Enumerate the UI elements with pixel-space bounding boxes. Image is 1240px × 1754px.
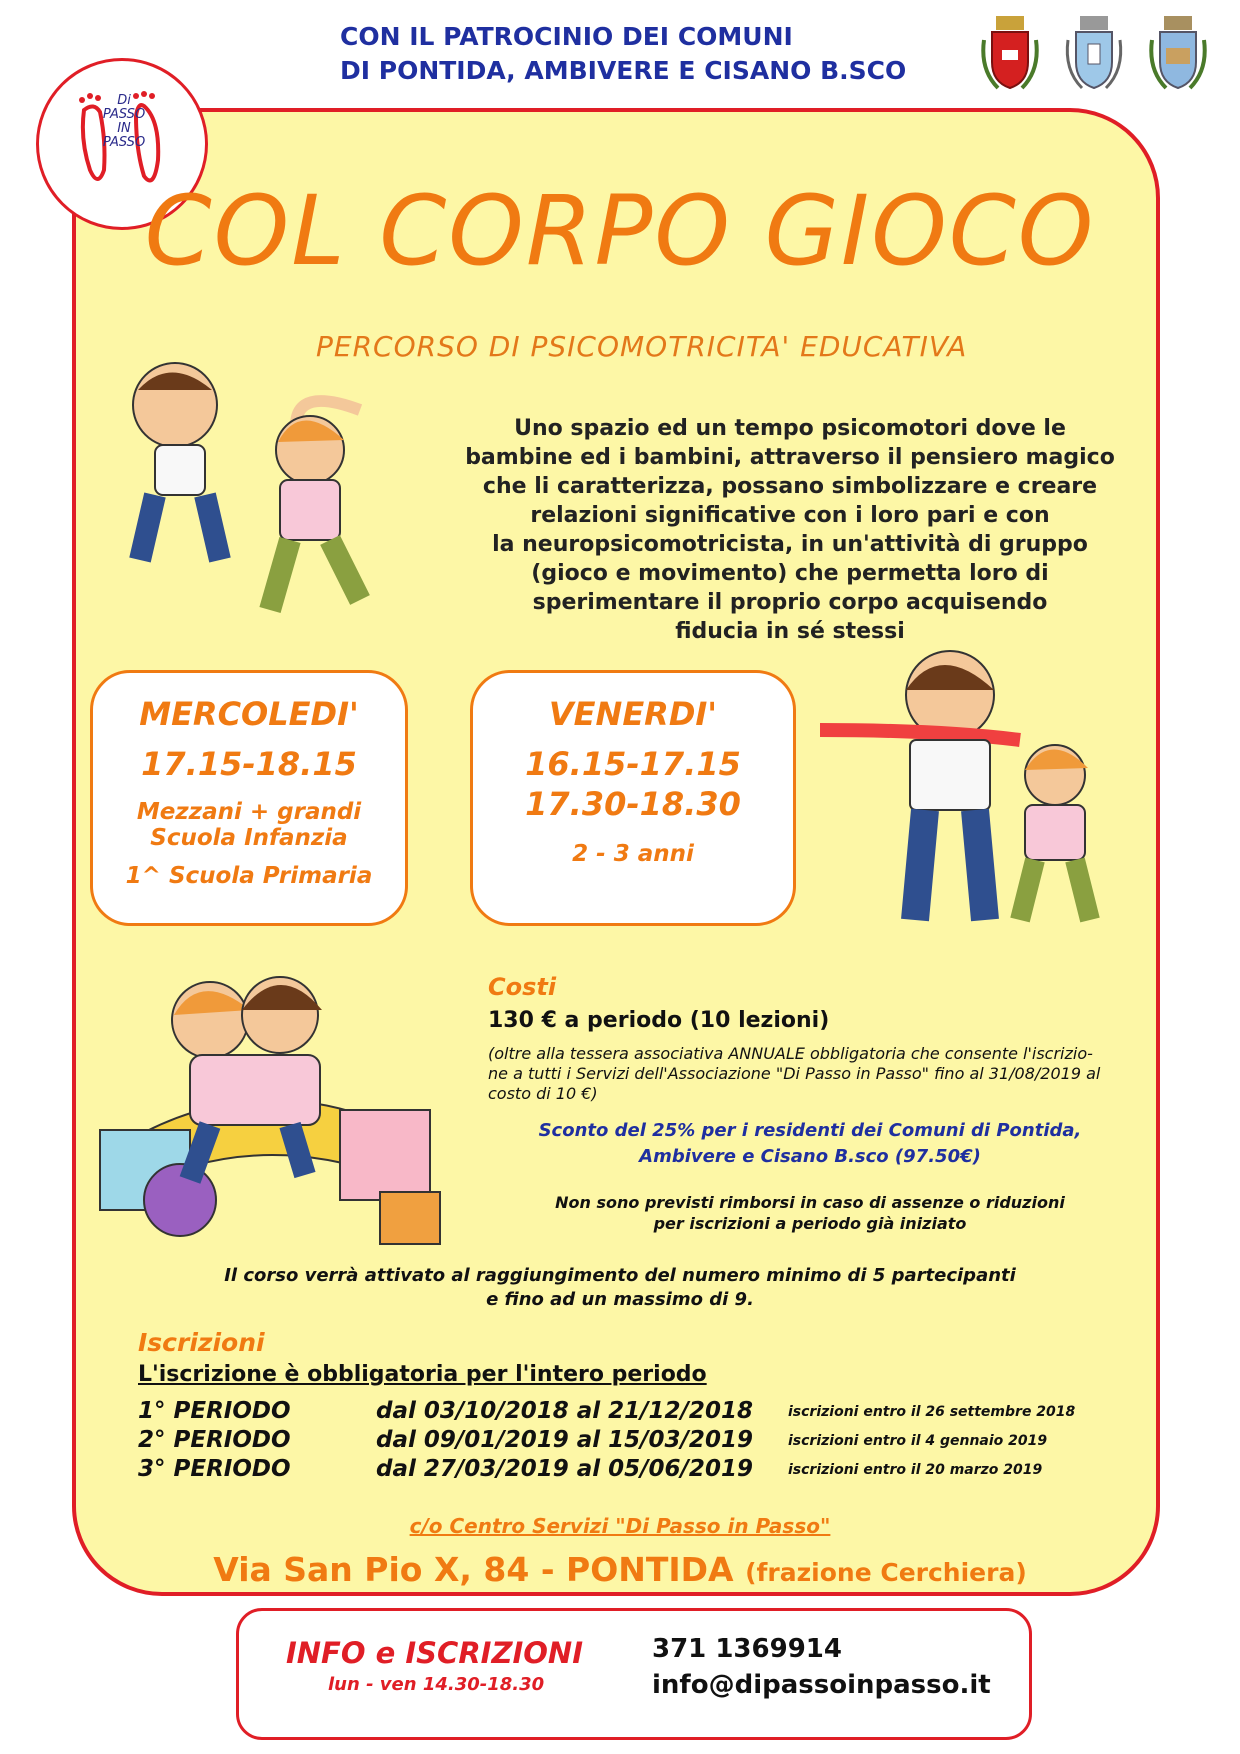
wednesday-group-2: Scuola Infanzia	[150, 825, 348, 851]
refund-note: Non sono previsti rimborsi in caso di assenze o riduzioni per iscrizioni a periodo già iniziato	[555, 1193, 1065, 1233]
phone-number: 371 1369914	[652, 1634, 842, 1664]
period-row	[138, 1427, 1138, 1457]
period-dates: dal 03/10/2018 al 21/12/2018	[376, 1398, 753, 1424]
patronage-line-1: CON IL PATROCINIO DEI COMUNI	[340, 22, 793, 51]
address	[80, 1550, 1160, 1589]
period-row	[138, 1456, 1138, 1486]
period-name: 1° PERIODO	[138, 1398, 291, 1424]
children-playing-illustration	[90, 960, 460, 1250]
boy-girl-illustration	[820, 640, 1150, 940]
friday-time-1: 16.15-17.15	[525, 745, 741, 783]
period-dates: dal 27/03/2019 al 05/06/2019	[376, 1456, 753, 1482]
cisano-crest-icon	[1146, 10, 1210, 94]
course-activation-note: Il corso verrà attivato al raggiungimento del numero minimo di 5 partecipanti e fino ad un massimo di 9.	[224, 1265, 1016, 1310]
info-hours: lun - ven 14.30-18.30	[328, 1674, 545, 1695]
period-deadline: iscrizioni entro il 4 gennaio 2019	[788, 1433, 1048, 1449]
description: Uno spazio ed un tempo psicomotori dove le bambine ed i bambini, attraverso il pensiero magico che li caratterizza, possano simbolizzare e creare relazioni significative con i loro pari e con la neuropsicomotricista, in un'attività di gruppo (gioco e movimento) che permetta loro di sperimentare il proprio corpo acquisendo fiducia in sé stessi	[465, 416, 1115, 644]
period-name: 2° PERIODO	[138, 1427, 291, 1453]
discount-text: Sconto del 25% per i residenti dei Comuni di Pontida, Ambivere e Cisano B.sco (97.50€)	[538, 1120, 1082, 1167]
wednesday-day: MERCOLEDI'	[139, 695, 359, 733]
address-street: Via San Pio X, 84 - PONTIDA	[213, 1550, 734, 1589]
wednesday-group-3: 1^ Scuola Primaria	[125, 863, 373, 889]
friday-day: VENERDI'	[548, 695, 718, 733]
period-name: 3° PERIODO	[138, 1456, 291, 1482]
period-deadline: iscrizioni entro il 26 settembre 2018	[788, 1404, 1076, 1420]
enrollment-heading: Iscrizioni	[138, 1328, 265, 1357]
info-title: INFO e ISCRIZIONI	[286, 1636, 583, 1670]
friday-time-2: 17.30-18.30	[525, 785, 741, 823]
wednesday-group-1: Mezzani + grandi	[136, 799, 362, 825]
email-address: info@dipassoinpasso.it	[652, 1670, 991, 1700]
period-deadline: iscrizioni entro il 20 marzo 2019	[788, 1462, 1043, 1478]
page-subtitle: PERCORSO DI PSICOMOTRICITA' EDUCATIVA	[316, 330, 968, 363]
costs-price: 130 € a periodo (10 lezioni)	[488, 1008, 830, 1033]
pontida-crest-icon	[978, 10, 1042, 94]
address-fraction: (frazione Cerchiera)	[745, 1558, 1027, 1587]
patronage-line-2: DI PONTIDA, AMBIVERE E CISANO B.SCO	[340, 56, 907, 85]
page-title: COL CORPO GIOCO	[144, 175, 1096, 287]
wednesday-time: 17.15-18.15	[141, 745, 357, 783]
costs-heading: Costi	[488, 973, 557, 1001]
costs-note: (oltre alla tessera associativa ANNUALE obbligatoria che consente l'iscrizio- ne a tutti i Servizi dell'Associazione "Di Passo in Passo" fino al 31/08/2019 al costo di 10 €)	[488, 1044, 1101, 1103]
friday-schedule-box	[470, 670, 796, 926]
ambivere-crest-icon	[1062, 10, 1126, 94]
period-dates: dal 09/01/2019 al 15/03/2019	[376, 1427, 753, 1453]
enrollment-subheading: L'iscrizione è obbligatoria per l'intero periodo	[138, 1362, 707, 1387]
jumping-children-illustration	[100, 350, 430, 640]
wednesday-schedule-box	[90, 670, 408, 926]
center-name: c/o Centro Servizi "Di Passo in Passo"	[409, 1514, 831, 1538]
friday-group: 2 - 3 anni	[572, 841, 694, 867]
patronage-header	[340, 20, 980, 88]
logo-text: Di PASSO IN PASSO	[102, 93, 146, 150]
period-row	[138, 1398, 1138, 1428]
